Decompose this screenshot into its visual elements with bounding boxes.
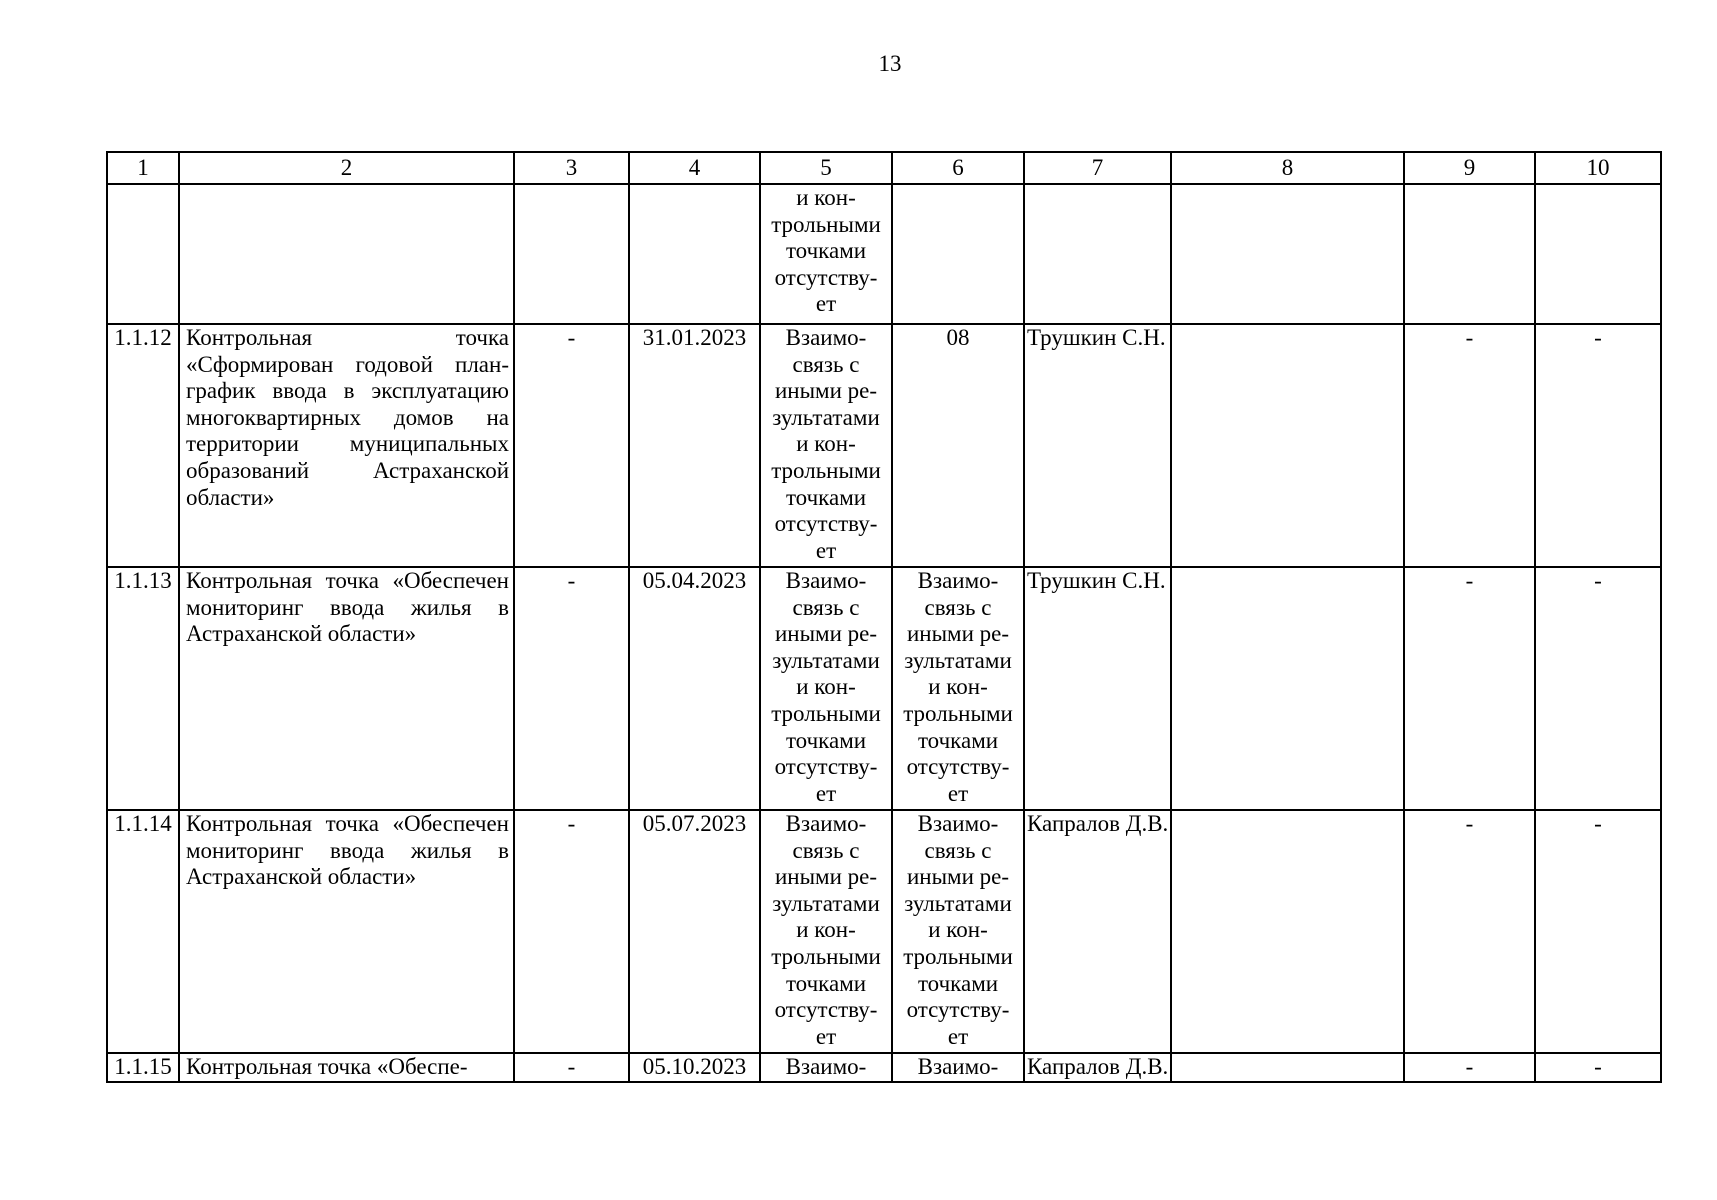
checkpoint-name: Контрольная точка «Сформирован годовой план-график ввода в эксплуатацию многоквартирных домов на территории муниципальных образований Астраханской области» (179, 324, 514, 567)
header-col-1: 1 (107, 152, 179, 184)
col-3-cell: - (514, 810, 629, 1053)
col-6-cell: Взаимо- связь с иными ре- зультатами и кон- трольными точками отсутству- ет (892, 810, 1024, 1053)
table-row (107, 1053, 1661, 1082)
date-cell: 05.04.2023 (629, 567, 760, 810)
col-9-cell: - (1404, 1053, 1535, 1082)
row-number: 1.1.13 (107, 567, 179, 810)
responsible-cell: Трушкин С.Н. (1024, 324, 1171, 567)
col-10-cell: - (1535, 567, 1661, 810)
relation-cell: Взаимо- связь с иными ре- зультатами и кон- трольными точками отсутству- ет (760, 567, 892, 810)
date-cell: 31.01.2023 (629, 324, 760, 567)
col-8-cell (1171, 810, 1404, 1053)
header-col-5: 5 (760, 152, 892, 184)
header-col-8: 8 (1171, 152, 1404, 184)
col-3-cell: - (514, 567, 629, 810)
col-3-cell: - (514, 324, 629, 567)
responsible-cell (1024, 184, 1171, 324)
checkpoint-name: Контрольная точка «Обеспе- (179, 1053, 514, 1082)
responsible-cell: Капралов Д.В. (1024, 810, 1171, 1053)
col-3-cell: - (514, 1053, 629, 1082)
col-9-cell: - (1404, 324, 1535, 567)
col-8-cell (1171, 1053, 1404, 1082)
col-8-cell (1171, 567, 1404, 810)
table-row (107, 810, 1661, 1053)
col-6-cell (892, 184, 1024, 324)
row-number: 1.1.14 (107, 810, 179, 1053)
col-6-cell: Взаимо- связь с иными ре- зультатами и кон- трольными точками отсутству- ет (892, 567, 1024, 810)
relation-cell: Взаимо- связь с иными ре- зультатами и кон- трольными точками отсутству- ет (760, 324, 892, 567)
header-col-7: 7 (1024, 152, 1171, 184)
col-10-cell: - (1535, 1053, 1661, 1082)
relation-cell: Взаимо- связь с иными ре- зультатами и кон- трольными точками отсутству- ет (760, 810, 892, 1053)
header-col-6: 6 (892, 152, 1024, 184)
relation-cell: и кон- трольными точками отсутству- ет (760, 184, 892, 324)
row-number: 1.1.12 (107, 324, 179, 567)
row-number (107, 184, 179, 324)
col-9-cell: - (1404, 567, 1535, 810)
header-row (107, 152, 1661, 184)
table-row (107, 324, 1661, 567)
col-9-cell (1404, 184, 1535, 324)
col-8-cell (1171, 184, 1404, 324)
col-6-cell: Взаимо- (892, 1053, 1024, 1082)
col-10-cell (1535, 184, 1661, 324)
col-10-cell: - (1535, 810, 1661, 1053)
col-10-cell: - (1535, 324, 1661, 567)
checkpoint-name (179, 184, 514, 324)
table-row (107, 567, 1661, 810)
responsible-cell: Трушкин С.Н. (1024, 567, 1171, 810)
col-3-cell (514, 184, 629, 324)
table-row (107, 184, 1661, 324)
checkpoints-table (106, 151, 1662, 1083)
date-cell: 05.10.2023 (629, 1053, 760, 1082)
date-cell: 05.07.2023 (629, 810, 760, 1053)
page-number: 13 (878, 51, 902, 76)
col-9-cell: - (1404, 810, 1535, 1053)
responsible-cell: Капралов Д.В. (1024, 1053, 1171, 1082)
relation-cell: Взаимо- (760, 1053, 892, 1082)
col-8-cell (1171, 324, 1404, 567)
header-col-2: 2 (179, 152, 514, 184)
header-col-10: 10 (1535, 152, 1661, 184)
header-col-9: 9 (1404, 152, 1535, 184)
header-col-3: 3 (514, 152, 629, 184)
col-6-cell: 08 (892, 324, 1024, 567)
checkpoint-name: Контрольная точка «Обеспечен мониторинг ввода жилья в Астраханской области» (179, 810, 514, 1053)
row-number: 1.1.15 (107, 1053, 179, 1082)
date-cell (629, 184, 760, 324)
checkpoint-name: Контрольная точка «Обеспечен мониторинг ввода жилья в Астраханской области» (179, 567, 514, 810)
header-col-4: 4 (629, 152, 760, 184)
